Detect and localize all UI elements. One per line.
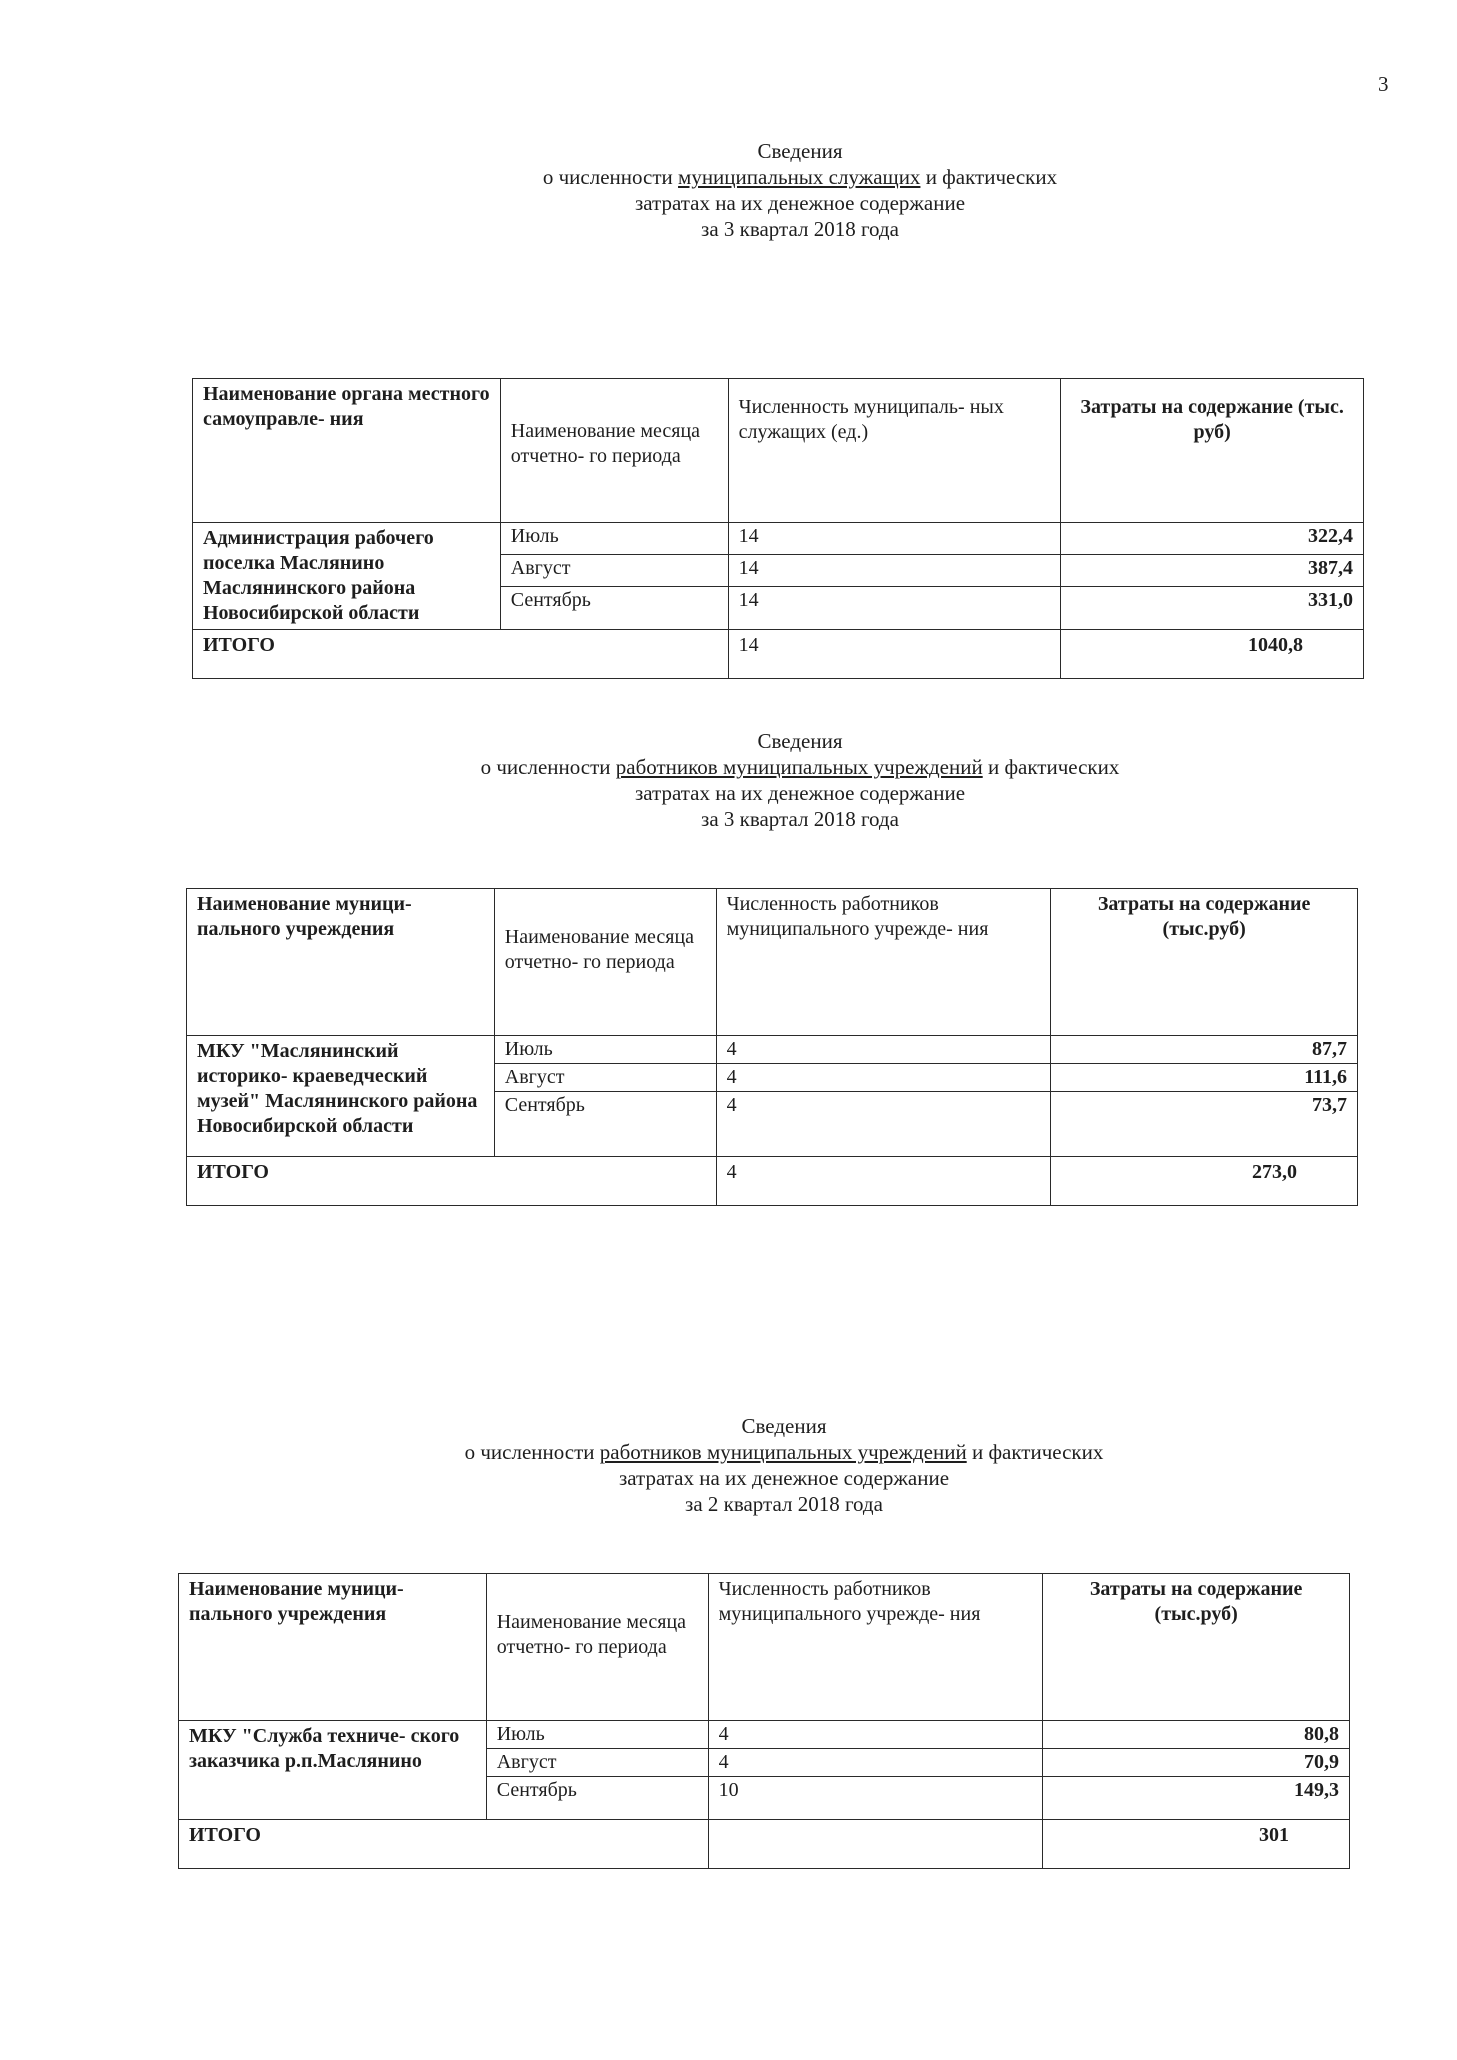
org-name: МКУ "Маслянинский историко- краеведческий музей" Маслянинского района Новосибирской области — [187, 1036, 495, 1157]
table-header-row — [193, 379, 1364, 523]
header-org: Наименование органа местного самоуправле- ния — [193, 379, 501, 523]
month-cell: Сентябрь — [486, 1777, 708, 1820]
heading-line-3: затратах на их денежное содержание — [618, 1466, 950, 1490]
total-cost: 1040,8 — [1061, 630, 1364, 679]
cost-cell: 70,9 — [1043, 1749, 1350, 1777]
header-month: Наименование месяца отчетно- го периода — [500, 379, 728, 523]
cost-cell: 111,6 — [1051, 1064, 1358, 1092]
count-cell: 14 — [728, 587, 1061, 630]
header-month: Наименование месяца отчетно- го периода — [494, 889, 716, 1036]
table-row — [179, 1721, 1350, 1749]
header-org: Наименование муници- пального учреждения — [179, 1574, 487, 1721]
cost-cell: 73,7 — [1051, 1092, 1358, 1157]
page-number: 3 — [1378, 72, 1389, 96]
heading-title: Сведения — [757, 729, 843, 753]
total-label: ИТОГО — [193, 630, 729, 679]
table-header-row — [187, 889, 1358, 1036]
count-cell: 10 — [708, 1777, 1043, 1820]
heading-title: Сведения — [757, 139, 843, 163]
heading-line-3: затратах на их денежное содержание — [634, 191, 966, 215]
count-cell: 14 — [728, 555, 1061, 587]
month-cell: Июль — [500, 523, 728, 555]
count-cell: 4 — [708, 1721, 1043, 1749]
org-name: Администрация рабочего поселка Маслянино Маслянинского района Новосибирской области — [193, 523, 501, 630]
header-count: Численность муниципаль- ных служащих (ед.) — [728, 379, 1061, 523]
cost-cell: 149,3 — [1043, 1777, 1350, 1820]
header-cost: Затраты на содержание (тыс. руб) — [1061, 379, 1364, 523]
total-count: 14 — [728, 630, 1061, 679]
heading-line-3: затратах на их денежное содержание — [634, 781, 966, 805]
cost-cell: 87,7 — [1051, 1036, 1358, 1064]
table-header-row — [179, 1574, 1350, 1721]
header-count: Численность работников муниципального учрежде- ния — [716, 889, 1051, 1036]
cost-cell: 331,0 — [1061, 587, 1364, 630]
month-cell: Август — [500, 555, 728, 587]
month-cell: Июль — [486, 1721, 708, 1749]
month-cell: Сентябрь — [500, 587, 728, 630]
header-cost: Затраты на содержание (тыс.руб) — [1043, 1574, 1350, 1721]
total-cost: 273,0 — [1051, 1157, 1358, 1206]
header-cost: Затраты на содержание (тыс.руб) — [1051, 889, 1358, 1036]
count-cell: 4 — [716, 1092, 1051, 1157]
section-1-heading — [300, 138, 1300, 242]
total-cost: 301 — [1043, 1820, 1350, 1869]
count-cell: 4 — [716, 1064, 1051, 1092]
heading-line-4: за 3 квартал 2018 года — [701, 217, 899, 241]
heading-line-2: о численности работников муниципальных учреждений и фактических — [464, 1440, 1104, 1464]
month-cell: Август — [486, 1749, 708, 1777]
total-label: ИТОГО — [179, 1820, 709, 1869]
heading-line-4: за 3 квартал 2018 года — [701, 807, 899, 831]
total-row — [193, 630, 1364, 679]
header-org: Наименование муници- пального учреждения — [187, 889, 495, 1036]
org-name: МКУ "Служба техниче- ского заказчика р.п.Маслянино — [179, 1721, 487, 1820]
table-row — [193, 523, 1364, 555]
count-cell: 14 — [728, 523, 1061, 555]
section-3-table — [178, 1573, 1350, 1869]
section-2-table — [186, 888, 1358, 1206]
total-row — [179, 1820, 1350, 1869]
total-label: ИТОГО — [187, 1157, 717, 1206]
heading-line-2: о численности работников муниципальных учреждений и фактических — [480, 755, 1120, 779]
count-cell: 4 — [716, 1036, 1051, 1064]
month-cell: Июль — [494, 1036, 716, 1064]
cost-cell: 80,8 — [1043, 1721, 1350, 1749]
total-row — [187, 1157, 1358, 1206]
cost-cell: 387,4 — [1061, 555, 1364, 587]
total-count — [708, 1820, 1043, 1869]
month-cell: Сентябрь — [494, 1092, 716, 1157]
heading-line-2: о численности муниципальных служащих и фактических — [542, 165, 1058, 189]
header-month: Наименование месяца отчетно- го периода — [486, 1574, 708, 1721]
total-count: 4 — [716, 1157, 1051, 1206]
section-1-table — [192, 378, 1364, 679]
month-cell: Август — [494, 1064, 716, 1092]
section-3-heading — [284, 1413, 1284, 1517]
heading-line-4: за 2 квартал 2018 года — [685, 1492, 883, 1516]
section-2-heading — [300, 728, 1300, 832]
header-count: Численность работников муниципального учрежде- ния — [708, 1574, 1043, 1721]
heading-title: Сведения — [741, 1414, 827, 1438]
count-cell: 4 — [708, 1749, 1043, 1777]
cost-cell: 322,4 — [1061, 523, 1364, 555]
table-row — [187, 1036, 1358, 1064]
